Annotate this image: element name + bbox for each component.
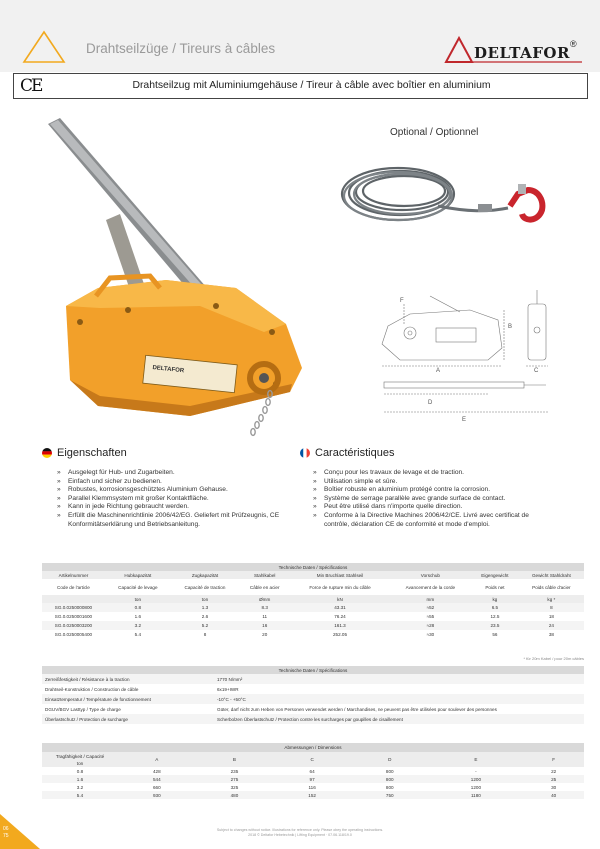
cell-f: 30 [523, 783, 584, 791]
unit-cell: kg [492, 596, 498, 602]
cell-b: 480 [196, 791, 274, 799]
cell-feed: ≈52 [390, 603, 471, 612]
col-header: Eigengewicht [481, 572, 509, 578]
cell-traction: 5.2 [171, 621, 239, 630]
col-header: Code de l'article [57, 584, 90, 590]
col-header: Poids câble d'acier [532, 584, 571, 590]
cell-article: SG.0.0250003200 [42, 621, 105, 630]
warning-triangle-icon [22, 30, 66, 64]
col-header: Poids net [485, 584, 505, 590]
spec-table [42, 563, 584, 639]
cell-feed: ≈28 [390, 621, 471, 630]
table-row [42, 612, 584, 621]
cell-cable-weight: 8 [519, 603, 584, 612]
list-item: » Utilisation simple et sûre. [310, 478, 542, 487]
dim-table-caption: Abmessungen / Dimensions [42, 743, 584, 752]
unit-cell: kN [337, 596, 343, 602]
page-header [0, 0, 600, 72]
cell-weight: 56 [471, 630, 519, 639]
dim-label-a: A [436, 368, 441, 374]
page-number [3, 826, 9, 840]
tech-value: 1770 N/mm² [214, 674, 584, 684]
cell-breaking: 161.3 [290, 621, 389, 630]
cell-b: 325 [196, 783, 274, 791]
cell-cable-weight: 38 [519, 630, 584, 639]
footer-disclaimer: Subject to changes without notice. Illustrations for reference only. Please obey the operating instructions. [216, 828, 384, 832]
features-de-heading [42, 447, 127, 459]
cell-a: 930 [118, 791, 196, 799]
cell-a: 544 [118, 775, 196, 783]
cell-feed: ≈30 [390, 630, 471, 639]
list-item: » Système de serrage parallèle avec grande surface de contact. [310, 495, 542, 504]
dim-label-d: D [428, 400, 433, 406]
cell-capacity: 1.6 [42, 775, 118, 783]
features-de-list [54, 469, 286, 529]
col-header: Gewicht Stahldraht [531, 572, 571, 578]
col-header: D [388, 757, 392, 762]
optional-label: Optional / Optionnel [390, 127, 479, 138]
cell-e: 1200 [429, 783, 524, 791]
cell-capacity: 0.8 [42, 767, 118, 775]
cell-cable: 11 [239, 612, 290, 621]
tech-label: Einsatztemperatur / Température de fonctionnement [42, 694, 214, 704]
ce-mark: CE [20, 76, 42, 96]
list-item: » Peut être utilisé dans n'importe quelle direction. [310, 503, 542, 512]
table-row [42, 674, 584, 684]
brand-name: DELTAFOR [474, 44, 570, 62]
cell-article: SG.0.0250001600 [42, 612, 105, 621]
tech-label: Zerreißfestigkeit / Résistance à la traction [42, 674, 214, 684]
cell-cable: 8.3 [239, 603, 290, 612]
tech-label: DGUV/BGV Lasttyp / Type de charge [42, 704, 214, 714]
cell-capacity: 3.2 [42, 783, 118, 791]
cell-lifting: 1.6 [105, 612, 171, 621]
cell-lifting: 5.4 [105, 630, 171, 639]
list-item: » Ausgelegt für Hub- und Zugarbeiten. [54, 469, 286, 478]
tech-table [42, 666, 584, 724]
cell-d: 800 [351, 775, 429, 783]
steel-cable-hook-image [338, 150, 558, 250]
list-item: » Robustes, korrosionsgeschütztes Aluminium Gehause. [54, 486, 286, 495]
dimensions-table [42, 743, 584, 799]
cell-e: 1180 [429, 791, 524, 799]
cell-e: 1200 [429, 775, 524, 783]
page-number-top: 06 [3, 826, 9, 832]
page-number-bottom: 75 [3, 833, 9, 839]
table-row [42, 630, 584, 639]
dim-label-f: F [400, 298, 404, 304]
cell-breaking: 252.05 [290, 630, 389, 639]
cell-feed: ≈55 [390, 612, 471, 621]
list-item: » Erfüllt die Maschinenrichtlinie 2006/42/EG. Geliefert mit Prüfzeugnis, CE Konformitätserklärung und Betriebsanleitung. [54, 512, 286, 529]
french-flag-icon [300, 448, 310, 458]
col-header: C [310, 757, 314, 762]
dim-label-b: B [508, 324, 513, 330]
cell-c: 152 [273, 791, 351, 799]
col-header: Zugkapazität [191, 572, 219, 578]
table-row [42, 621, 584, 630]
cell-f: 40 [523, 791, 584, 799]
cell-f: 25 [523, 775, 584, 783]
cell-weight: 6.5 [471, 603, 519, 612]
table-row [42, 775, 584, 783]
col-header: Capacité de traction [184, 584, 226, 590]
col-header: E [474, 757, 478, 762]
table-row [42, 684, 584, 694]
list-item: » Conforme à la Directive Machines 2006/42/CE. Livré avec certificat de contrôle, déclaration CE de conformité et mode d'emploi. [310, 512, 542, 529]
unit-cell: ton [134, 596, 142, 602]
col-header: F [552, 757, 556, 762]
tech-value: -10°C - +50°C [214, 694, 584, 704]
dimension-drawing [370, 284, 575, 424]
cell-b: 275 [196, 775, 274, 783]
cell-capacity: 5.4 [42, 791, 118, 799]
unit-cell: kg * [547, 596, 556, 602]
table-row [42, 714, 584, 724]
col-header: Capacité de levage [118, 584, 158, 590]
dim-label-c: C [534, 368, 539, 374]
table-row [42, 694, 584, 704]
cell-a: 660 [118, 783, 196, 791]
unit-cell: mm [426, 596, 435, 602]
cell-cable: 16 [239, 621, 290, 630]
table-row [42, 704, 584, 714]
cell-traction: 8 [171, 630, 239, 639]
features-fr-heading [300, 447, 394, 459]
features-fr-list [310, 469, 542, 529]
german-flag-icon [42, 448, 52, 458]
cell-e: - [429, 767, 524, 775]
col-header: Force de rupture min du câble [309, 584, 371, 590]
dim-head-label: Tragfähigkeit / Capacité [55, 753, 105, 759]
cell-d: 800 [351, 783, 429, 791]
page-footer [0, 828, 600, 838]
unit-cell: Ømm [259, 596, 271, 602]
housing-brand-label: DELTAFOR [152, 365, 185, 375]
cell-c: 64 [273, 767, 351, 775]
cell-cable-weight: 24 [519, 621, 584, 630]
dim-head-unit: ton [76, 761, 84, 766]
list-item: » Einfach und sicher zu bedienen. [54, 478, 286, 487]
tech-value: Güter, darf nicht zum Heben von Personen verwendet werden / Marchandises, ne peuvent pas être utilisées pour soulever des personnes [214, 704, 584, 714]
dim-label-e: E [462, 417, 467, 423]
col-header: Hubkapazität [124, 572, 152, 578]
unit-cell: ton [201, 596, 209, 602]
cell-weight: 23.5 [471, 621, 519, 630]
list-item: » Boîtier robuste en aluminium protégé contre la corrosion. [310, 486, 542, 495]
tech-table-caption: Technische Daten / Spécifications [42, 666, 584, 674]
footer-copyright: 2018 © Deltafor Hebetechnik | Lifting Equipment · 07.06.118/19.0 [248, 833, 352, 837]
cell-c: 97 [273, 775, 351, 783]
cell-article: SG.0.0250005400 [42, 630, 105, 639]
table-row [42, 791, 584, 799]
cell-d: 750 [351, 791, 429, 799]
cell-d: 800 [351, 767, 429, 775]
spec-table-note: * für 20m Kabel / pour 20m câbles [523, 656, 584, 661]
table-row [42, 767, 584, 775]
cell-cable-weight: 18 [519, 612, 584, 621]
col-header: Stahlkabel [253, 572, 276, 578]
cell-lifting: 0.8 [105, 603, 171, 612]
features-de-title: Eigenschaften [57, 447, 127, 459]
tech-value: 6x19+IWR [214, 684, 584, 694]
col-header: A [155, 757, 159, 762]
cell-a: 428 [118, 767, 196, 775]
col-header: Artikelnummer [58, 572, 89, 578]
col-header: Avancement de la corde [405, 584, 456, 590]
features-fr-title: Caractéristiques [315, 447, 395, 459]
tech-label: Drahtseil-Konstruktion / Construction de câble [42, 684, 214, 694]
wire-rope-hoist-image [40, 110, 320, 440]
col-header: B [232, 757, 236, 762]
product-title-bar [13, 73, 588, 99]
cell-breaking: 76.24 [290, 612, 389, 621]
table-row [42, 603, 584, 612]
page-category-title: Drahtseilzüge / Tireurs à câbles [86, 41, 276, 56]
cell-weight: 12.5 [471, 612, 519, 621]
cell-cable: 20 [239, 630, 290, 639]
tech-label: Überlastschutz / Protection de surcharge [42, 714, 214, 724]
cell-b: 235 [196, 767, 274, 775]
unit-cell [42, 595, 105, 603]
product-title: Drahtseilzug mit Aluminiumgehäuse / Tireur à câble avec boîtier en aluminium [132, 80, 491, 91]
cell-lifting: 3.2 [105, 621, 171, 630]
table-row [42, 783, 584, 791]
tech-value: Scherbolzen Überlastschutz / Protection contre les surcharges par goupilles de cisaillement [214, 714, 584, 724]
list-item: » Conçu pour les travaux de levage et de traction. [310, 469, 542, 478]
col-header: Vorschub [420, 572, 440, 578]
registered-mark: ® [570, 39, 577, 49]
cell-breaking: 43.31 [290, 603, 389, 612]
spec-table-caption: Technische Daten / Spécifications [42, 563, 584, 571]
cell-c: 116 [273, 783, 351, 791]
col-header: Câble en acier [249, 584, 280, 590]
col-header: Min Bruchlast Stahlseil [316, 572, 364, 578]
cell-article: SG.0.0250000800 [42, 603, 105, 612]
cell-f: 22 [523, 767, 584, 775]
list-item: » Kann in jede Richtung gebraucht werden. [54, 503, 286, 512]
list-item: » Parallel Klemmsystem mit großer Kontaktfläche. [54, 495, 286, 504]
cell-traction: 1.3 [171, 603, 239, 612]
cell-traction: 2.6 [171, 612, 239, 621]
